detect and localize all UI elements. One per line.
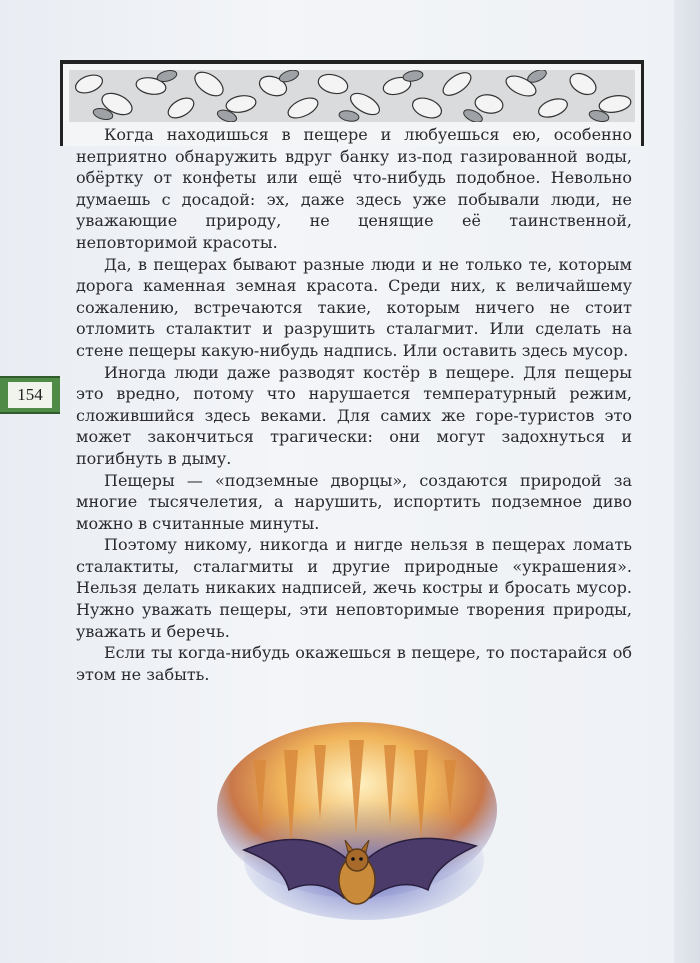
paragraph-6: Если ты когда-нибудь окажешься в пещере, то постарайся об этом не забыть. <box>76 643 632 684</box>
page-edge <box>674 0 700 963</box>
paragraph-3: Иногда люди даже разводят костёр в пещере. Для пещеры это вредно, потому что нарушается температурный режим, сложившийся здесь веками. Для самих же горе-туристов это может закончиться трагически: они могут задохнуться и погибнуть в дыму. <box>76 362 632 468</box>
paragraph-2: Да, в пещерах бывают разные люди и не только те, которым дорога каменная земная красота. Среди них, к величайшему сожалению, встречаются такие, которым ничего не стоит отломить сталактит и разрушить сталагмит. Или сделать на стене пещеры какую-нибудь надпись. Или оставить здесь мусор. <box>76 254 632 360</box>
paragraph-5: Поэтому никому, никогда и нигде нельзя в пещерах ломать сталактиты, сталагмиты и другие природные «украшения». Нельзя делать никаких надписей, жечь костры и бросать мусор. Нужно уважать пещеры, эти неповторимые творения природы, уважать и беречь. <box>76 535 632 641</box>
page-number-tab <box>0 376 60 414</box>
paragraph-1: Когда находишься в пещере и любуешься ею, особенно неприятно обнаружить вдруг банку из-под газированной воды, обёртку от конфеты или ещё что-нибудь подобное. Невольно думаешь с досадой: эх, даже здесь уже побывали люди, не уважающие природу, не ценящие её таинственной, неповторимой красоты. <box>76 125 632 252</box>
paragraph-4: Пещеры — «подземные дворцы», создаются природой за многие тысячелетия, а нарушить, испортить подземное диво можно в считанные минуты. <box>76 470 632 533</box>
bat-in-cave-icon <box>214 720 500 930</box>
page-number: 154 <box>8 382 52 408</box>
leaves-ornament-icon <box>69 70 635 122</box>
main-text <box>76 124 632 685</box>
